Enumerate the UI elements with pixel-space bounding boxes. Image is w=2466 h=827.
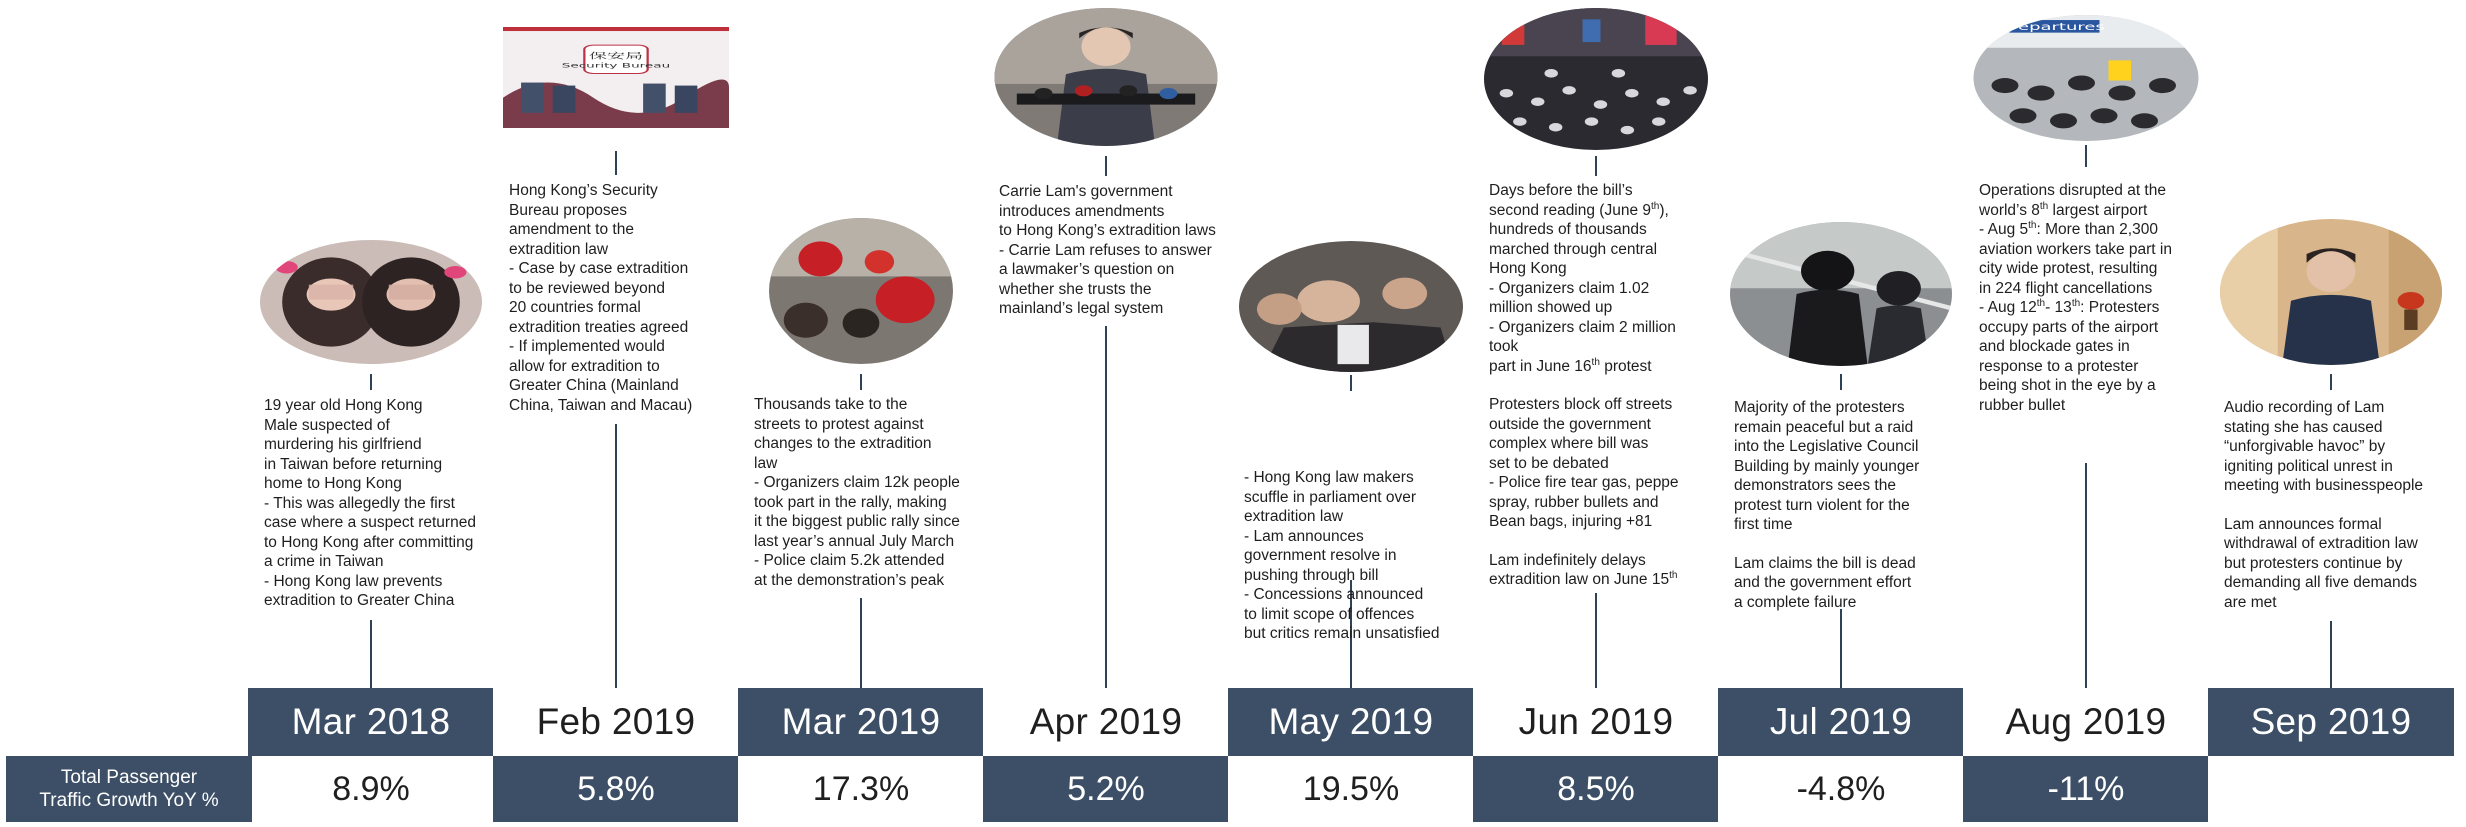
description-line: - If implemented would: [509, 338, 665, 355]
event-description: [1734, 398, 1962, 612]
description-line: to limit scope of offences: [1244, 605, 1415, 623]
connector-line: [1595, 156, 1597, 176]
protest-red-hands-photo-icon: [769, 218, 953, 364]
description-line: extradition treaties agreed: [509, 318, 689, 336]
description-line: - Hong Kong law prevents: [264, 572, 443, 590]
description-line: - Case by case extradition: [509, 260, 689, 277]
connector-line: [2085, 463, 2087, 688]
description-line: hundreds of thousands: [1489, 221, 1647, 238]
description-line: 19 year old Hong Kong: [264, 397, 423, 414]
svg-text:Security Bureau: Security Bureau: [561, 62, 671, 70]
row-label-line: Total Passenger: [60, 767, 198, 788]
connector-line: [1840, 609, 1842, 688]
month-label: Jul 2019: [1718, 688, 1964, 756]
description-line: - Aug 12th- 13th: Protesters: [1979, 297, 2160, 316]
description-line: extradition to Greater China: [264, 592, 455, 609]
description-line: outside the government: [1489, 415, 1651, 433]
description-line: occupy parts of the airport: [1979, 318, 2159, 336]
growth-value: 8.9%: [248, 756, 494, 822]
crowd-march-photo-icon: [1484, 8, 1708, 150]
timeline-event: [1718, 0, 1964, 827]
description-line: Thousands take to the: [754, 396, 908, 413]
description-line: - Police fire tear gas, peppe: [1489, 474, 1679, 491]
description-line: but critics remain unsatisfied: [1244, 625, 1440, 642]
description-line: extradition law on June 15th: [1489, 569, 1678, 588]
connector-line: [860, 598, 862, 688]
description-line: China, Taiwan and Macau): [509, 396, 693, 414]
description-line: mainland’s legal system: [999, 300, 1164, 317]
description-line: scuffle in parliament over: [1244, 488, 1417, 506]
description-line: changes to the extradition: [754, 435, 932, 452]
description-line: into the Legislative Council: [1734, 438, 1919, 455]
event-description: [1979, 181, 2207, 415]
timeline-event: [1963, 0, 2209, 827]
month-label: Aug 2019: [1963, 688, 2209, 756]
description-line: city wide protest, resulting: [1979, 260, 2158, 277]
event-description: [264, 396, 492, 611]
connector-line: [2330, 374, 2332, 390]
description-line: to Hong Kong’s extradition laws: [999, 222, 1216, 239]
event-description: [1489, 181, 1717, 590]
description-line: meeting with businesspeople: [2224, 477, 2424, 494]
description-line: extradition law: [509, 240, 609, 258]
description-line: law: [754, 454, 778, 472]
description-line: igniting political unrest in: [2224, 457, 2393, 475]
description-line: - Organizers claim 2 million: [1489, 318, 1676, 336]
connector-line: [1350, 375, 1352, 391]
description-line: aviation workers take part in: [1979, 240, 2172, 258]
timeline-event: [1473, 0, 1719, 827]
description-line: Operations disrupted at the: [1979, 182, 2166, 199]
connector-line: [615, 151, 617, 175]
connector-line: [1105, 326, 1107, 688]
connector-line: [370, 374, 372, 390]
parliament-scuffle-photo-icon: [1239, 241, 1463, 372]
month-label: Jun 2019: [1473, 688, 1719, 756]
growth-value: 19.5%: [1228, 756, 1474, 822]
event-description: [509, 181, 737, 415]
month-label: May 2019: [1228, 688, 1474, 756]
description-line: Protesters block off streets: [1489, 396, 1673, 413]
description-line: “unforgivable havoc” by: [2224, 438, 2386, 455]
description-line: took part in the rally, making: [754, 493, 947, 511]
description-line: Lam indefinitely delays: [1489, 551, 1646, 569]
description-line: amendment to the: [509, 221, 634, 238]
connector-line: [860, 374, 862, 390]
description-line: took: [1489, 338, 1519, 355]
timeline-event: [493, 0, 739, 827]
event-description: [2224, 398, 2452, 612]
description-line: last year’s annual July March: [754, 532, 955, 550]
description-line: - Organizers claim 12k people: [754, 474, 960, 491]
month-label: Sep 2019: [2208, 688, 2454, 756]
growth-value: -4.8%: [1718, 756, 1964, 822]
description-line: case where a suspect returned: [264, 514, 476, 531]
description-line: Hong Kong’s Security: [509, 182, 658, 199]
description-line: being shot in the eye by a: [1979, 377, 2156, 394]
timeline-event: [983, 0, 1229, 827]
description-line: stating she has caused: [2224, 418, 2383, 436]
description-line: government resolve in: [1244, 547, 1397, 564]
growth-value: [2208, 756, 2454, 822]
growth-value: 5.2%: [983, 756, 1229, 822]
description-line: remain peaceful but a raid: [1734, 418, 1914, 436]
month-label: Mar 2019: [738, 688, 984, 756]
description-line: - This was allegedly the first: [264, 494, 455, 512]
month-label: Mar 2018: [248, 688, 494, 756]
description-line: first time: [1734, 516, 1793, 533]
description-line: demonstrators sees the: [1734, 477, 1896, 494]
timeline-event: [738, 0, 984, 827]
description-line: to be reviewed beyond: [509, 279, 665, 297]
growth-value: 8.5%: [1473, 756, 1719, 822]
connector-line: [2330, 621, 2332, 688]
description-line: part in June 16th protest: [1489, 356, 1652, 375]
growth-value: 17.3%: [738, 756, 984, 822]
description-line: - Lam announces: [1244, 527, 1364, 545]
description-line: but protesters continue by: [2224, 554, 2403, 572]
description-line: spray, rubber bullets and: [1489, 493, 1659, 511]
description-line: to Hong Kong after committing: [264, 533, 474, 551]
description-line: set to be debated: [1489, 454, 1609, 472]
description-line: - Carrie Lam refuses to answer: [999, 241, 1212, 259]
description-line: 20 countries formal: [509, 299, 641, 316]
description-line: pushing through bill: [1244, 566, 1379, 584]
description-line: it the biggest public rally since: [754, 513, 960, 530]
description-line: Male suspected of: [264, 416, 390, 434]
security-bureau-banner-icon: [503, 27, 729, 128]
connector-line: [615, 424, 617, 688]
description-line: Bean bags, injuring +81: [1489, 513, 1653, 530]
description-line: Hong Kong: [1489, 260, 1567, 277]
airport-sit-in-photo-icon: [1974, 15, 2199, 141]
description-line: introduces amendments: [999, 202, 1165, 220]
description-line: rubber bullet: [1979, 396, 2066, 414]
event-description: [754, 395, 982, 590]
description-line: whether she trusts the: [999, 280, 1152, 298]
description-line: - Police claim 5.2k attended: [754, 552, 945, 569]
description-line: - Concessions announced: [1244, 586, 1424, 603]
description-line: and blockade gates in: [1979, 338, 2130, 355]
timeline-event: [2208, 0, 2454, 827]
description-line: a lawmaker’s question on: [999, 261, 1175, 278]
description-line: marched through central: [1489, 240, 1658, 258]
description-line: withdrawal of extradition law: [2224, 535, 2418, 552]
description-line: Building by mainly younger: [1734, 457, 1920, 475]
description-line: demanding all five demands: [2224, 574, 2418, 591]
description-line: second reading (June 9th),: [1489, 200, 1669, 219]
connector-line: [1840, 374, 1842, 390]
description-line: protest turn violent for the: [1734, 496, 1910, 514]
description-line: a crime in Taiwan: [264, 553, 384, 570]
description-line: in Taiwan before returning: [264, 455, 443, 473]
connector-line: [1595, 593, 1597, 688]
description-line: at the demonstration’s peak: [754, 571, 945, 589]
description-line: Carrie Lam's government: [999, 183, 1173, 200]
description-line: allow for extradition to: [509, 357, 660, 375]
carrie-lam-address-photo-icon: [2220, 219, 2442, 365]
girlfriend-photo-icon: [260, 240, 482, 364]
description-line: streets to protest against: [754, 415, 924, 433]
description-line: - Aug 5th: More than 2,300: [1979, 219, 2158, 238]
connector-line: [2085, 145, 2087, 167]
event-description: [1244, 468, 1472, 644]
description-line: home to Hong Kong: [264, 475, 402, 492]
connector-line: [1105, 156, 1107, 176]
description-line: Lam claims the bill is dead: [1734, 554, 1916, 572]
growth-value: 5.8%: [493, 756, 739, 822]
row-label-line: Traffic Growth YoY %: [39, 790, 219, 811]
timeline-event: [1228, 0, 1474, 827]
description-line: in 224 flight cancellations: [1979, 279, 2153, 297]
description-line: are met: [2224, 593, 2277, 611]
description-line: murdering his girlfriend: [264, 436, 422, 453]
description-line: million showed up: [1489, 299, 1613, 316]
event-description: [999, 182, 1227, 319]
description-line: response to a protester: [1979, 357, 2139, 375]
svg-text:保安局: 保安局: [588, 51, 644, 61]
description-line: Majority of the protesters: [1734, 399, 1905, 416]
description-line: extradition law: [1244, 508, 1344, 525]
description-line: Bureau proposes: [509, 201, 628, 219]
description-line: - Hong Kong law makers: [1244, 469, 1414, 486]
description-line: Audio recording of Lam: [2224, 399, 2385, 416]
description-line: complex where bill was: [1489, 435, 1649, 452]
timeline-event: [248, 0, 494, 827]
month-label: Apr 2019: [983, 688, 1229, 756]
masked-protesters-photo-icon: [1730, 222, 1952, 366]
description-line: Days before the bill’s: [1489, 182, 1633, 199]
description-line: and the government effort: [1734, 574, 1912, 591]
description-line: world’s 8th largest airport: [1979, 200, 2148, 219]
growth-value: -11%: [1963, 756, 2209, 822]
svg-text:Departures: Departures: [2004, 21, 2105, 33]
carrie-lam-press-photo-icon: [995, 8, 1218, 146]
description-line: Lam announces formal: [2224, 515, 2382, 533]
connector-line: [370, 620, 372, 688]
growth-row-label: [6, 756, 252, 822]
description-line: Greater China (Mainland: [509, 377, 679, 394]
description-line: a complete failure: [1734, 593, 1857, 611]
description-line: - Organizers claim 1.02: [1489, 279, 1650, 297]
month-label: Feb 2019: [493, 688, 739, 756]
